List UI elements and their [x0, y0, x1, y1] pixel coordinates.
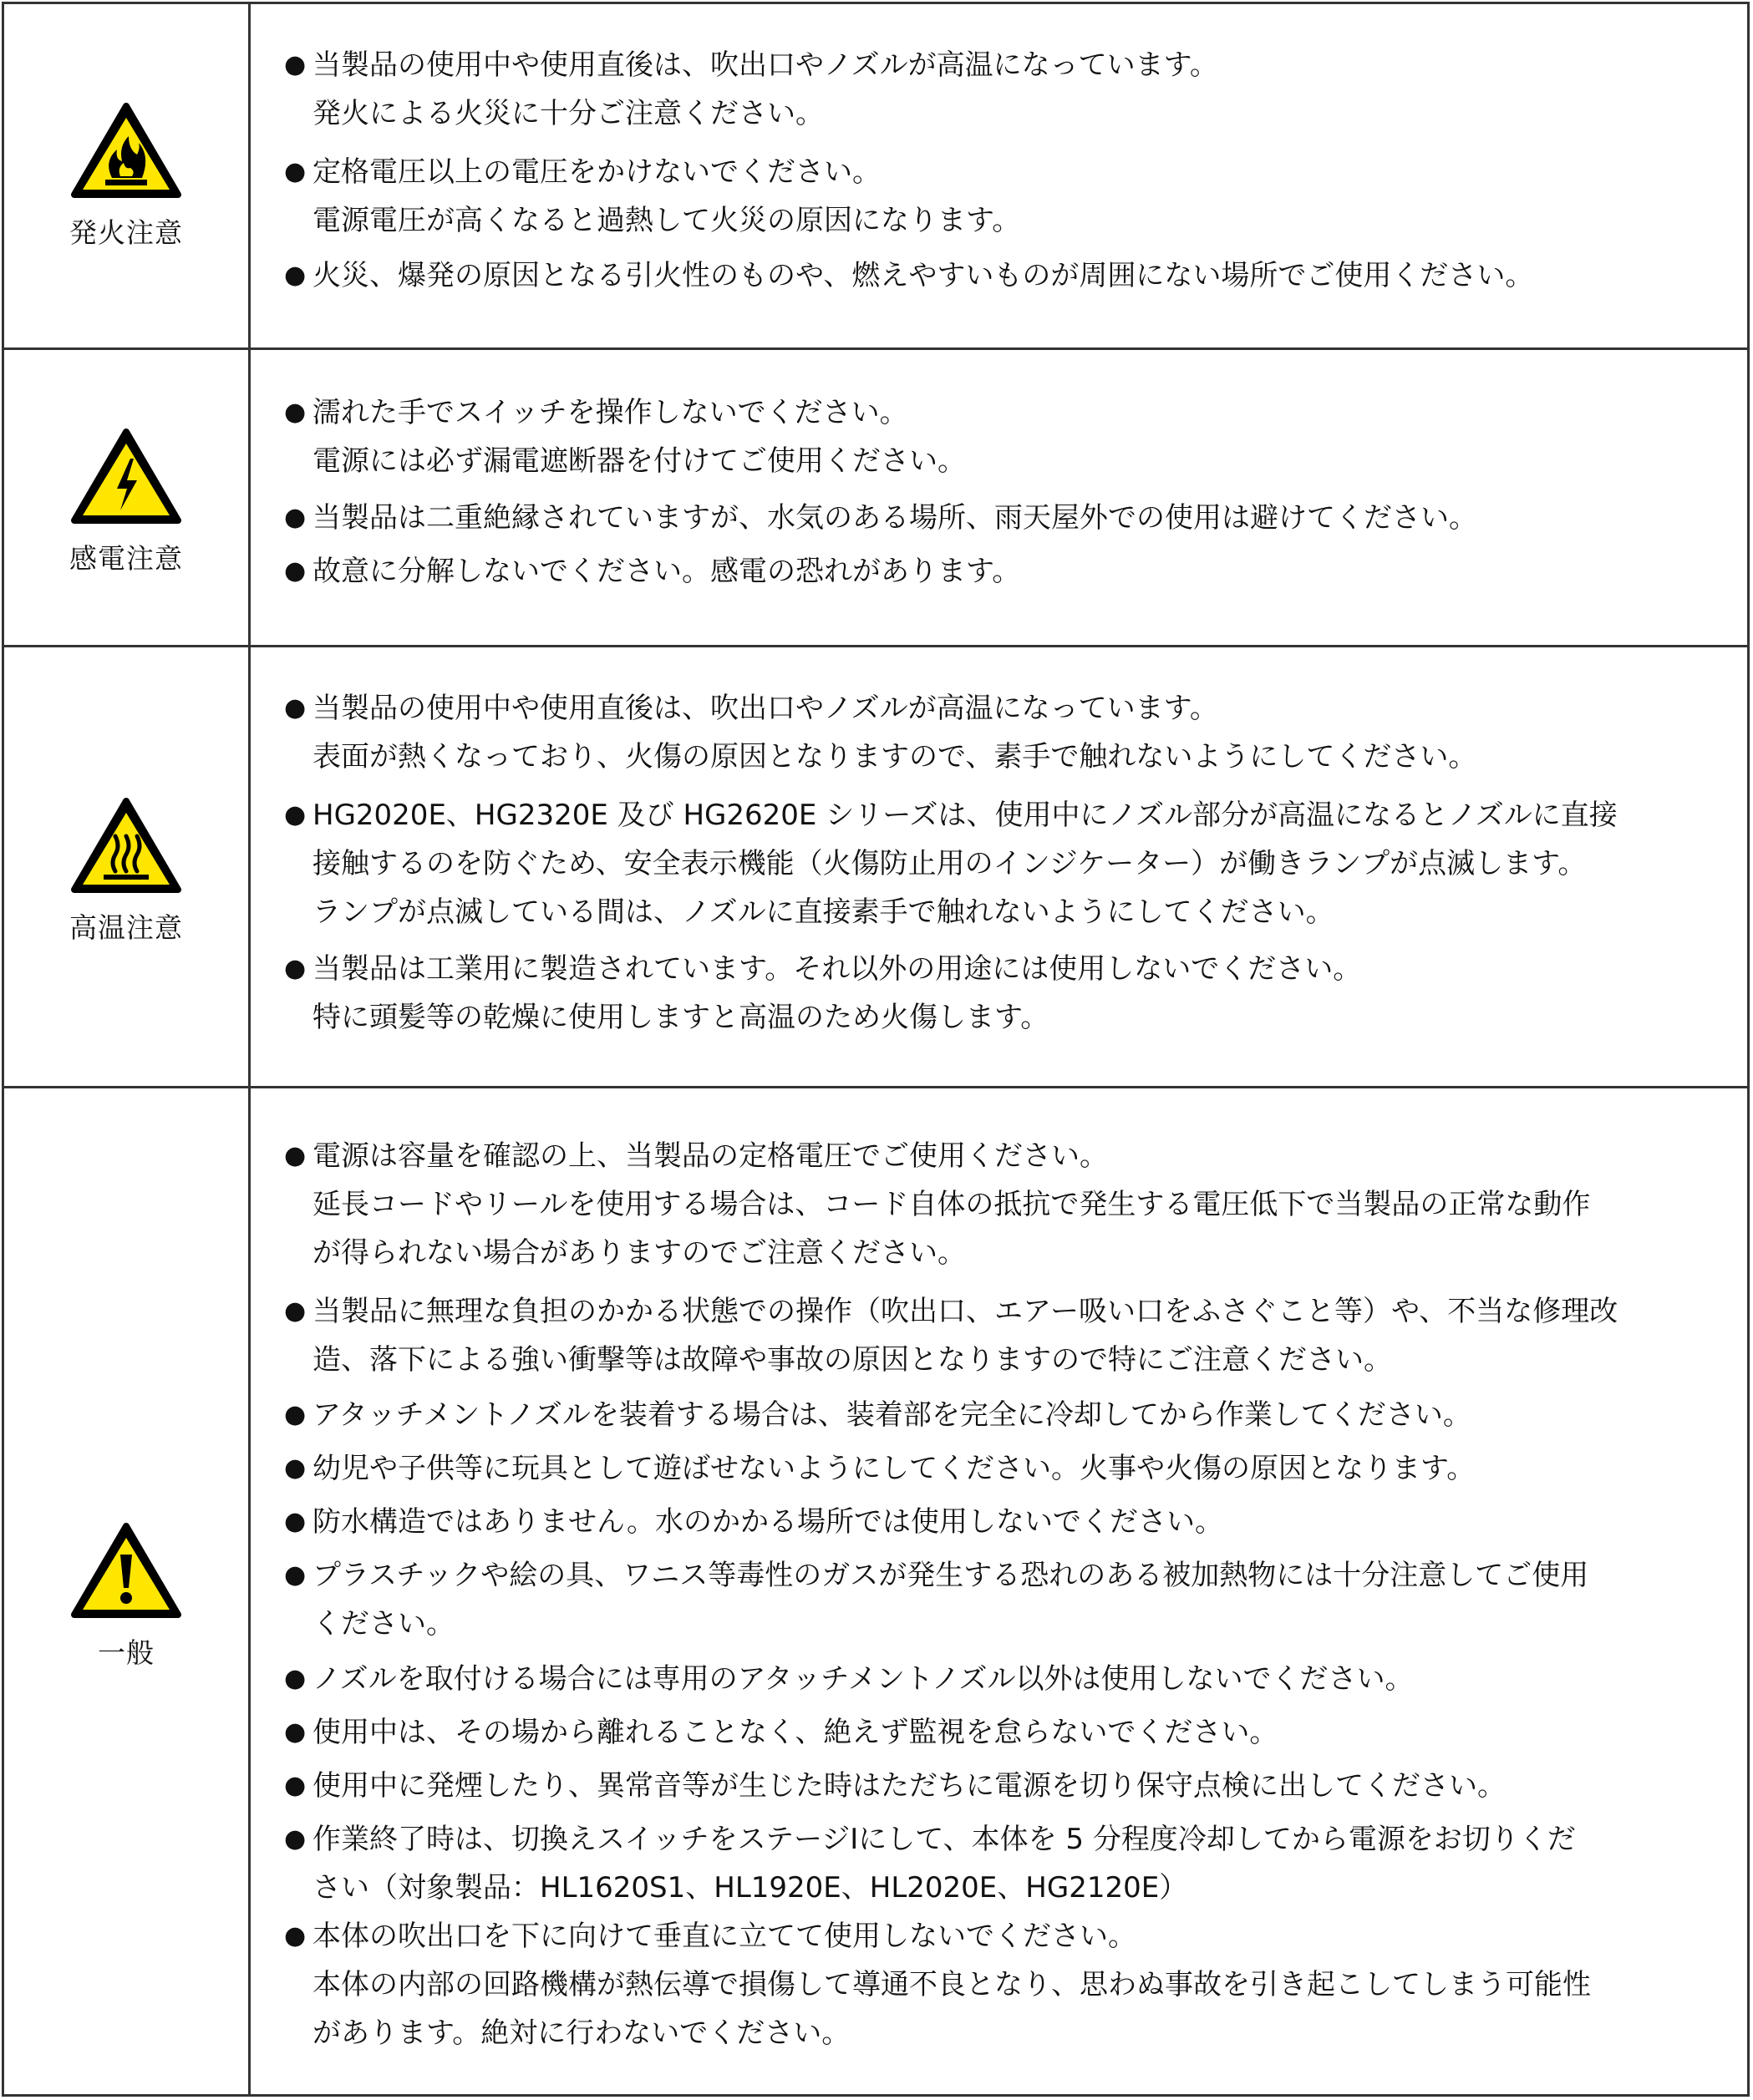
item-text: 特に頭髪等の乾燥に使用しますと高温のため火傷します。: [312, 1001, 1049, 1034]
bullet: ●: [284, 1141, 307, 1170]
list-item: [284, 1444, 1722, 1493]
section-hot: [4, 647, 1747, 1088]
section-general: [4, 1088, 1747, 2094]
bullet: ●: [284, 398, 307, 427]
list-item: [284, 1912, 1722, 2057]
general-warning-icon: [70, 1521, 182, 1620]
item-text: 当製品は二重絶縁されていますが、水気のある場所、雨天屋外での使用は避けてください。: [312, 501, 1477, 535]
item-text: 延長コードやリールを使用する場合は、コード自体の抵抗で発生する電圧低下で当製品の正常な動作: [312, 1188, 1591, 1221]
item-text: 作業終了時は、切換えスイッチをステージⅠにして、本体を 5 分程度冷却してから電源をお切りくだ: [312, 1823, 1576, 1856]
bullet: ●: [284, 1664, 307, 1693]
bullet: ●: [284, 50, 307, 79]
item-text: ください。: [312, 1607, 455, 1641]
electric-shock-warning-icon: [70, 427, 182, 525]
icon-cell: [4, 350, 251, 645]
item-text: 当製品の使用中や使用直後は、吹出口やノズルが高温になっています。: [312, 48, 1218, 82]
list-item: [284, 1391, 1722, 1439]
bullet: ●: [284, 1717, 307, 1747]
section-label: 感電注意: [69, 542, 183, 575]
bullet: ●: [284, 1560, 307, 1590]
bullet: ●: [284, 157, 307, 186]
item-text: 濡れた手でスイッチを操作しないでください。: [312, 396, 908, 429]
item-text: 電源電圧が高くなると過熱して火災の原因になります。: [312, 204, 1021, 237]
text-cell: [251, 647, 1747, 1086]
text-cell: [251, 4, 1747, 347]
item-text: 接触するのを防ぐため、安全表示機能（火傷防止用のインジケーター）が働きランプが点滅します。: [312, 847, 1587, 880]
item-text: アタッチメントノズルを装着する場合は、装着部を完全に冷却してから作業してください。: [312, 1398, 1471, 1432]
list-item: [284, 1815, 1722, 1912]
item-text: 当製品は工業用に製造されています。それ以外の用途には使用しないでください。: [312, 952, 1362, 986]
list-item: [284, 1708, 1722, 1757]
item-text: 発火による火災に十分ご注意ください。: [312, 97, 824, 130]
icon-cell: [4, 647, 251, 1086]
item-text: プラスチックや絵の具、ワニス等毒性のガスが発生する恐れのある被加熱物には十分注意してご使用: [312, 1559, 1589, 1592]
item-text: 本体の吹出口を下に向けて垂直に立てて使用しないでください。: [312, 1920, 1136, 1953]
item-text: ランプが点滅している間は、ノズルに直接素手で触れないようにしてください。: [312, 895, 1334, 929]
list-item: [284, 791, 1722, 936]
item-text: 本体の内部の回路機構が熱伝導で損傷して導通不良となり、思わぬ事故を引き起こしてしまう可能性: [312, 1968, 1591, 2001]
list-item: [284, 1287, 1722, 1384]
safety-table: [2, 2, 1750, 2097]
item-text: 火災、爆発の原因となる引火性のものや、燃えやすいものが周囲にない場所でご使用ください。: [312, 259, 1534, 292]
list-item: [284, 945, 1722, 1042]
list-item: [284, 684, 1722, 781]
list-item: [284, 1498, 1722, 1546]
bullet: ●: [284, 1400, 307, 1429]
bullet: ●: [284, 1921, 307, 1950]
item-text: があります。絶対に行わないでください。: [312, 2016, 851, 2050]
item-text: 定格電圧以上の電圧をかけないでください。: [312, 155, 881, 189]
bullet: ●: [284, 693, 307, 723]
bullet: ●: [284, 1771, 307, 1800]
list-item: [284, 1655, 1722, 1703]
list-item: [284, 1551, 1722, 1648]
bullet: ●: [284, 503, 307, 532]
item-text: 造、落下による強い衝撃等は故障や事故の原因となりますので特にご注意ください。: [312, 1343, 1392, 1377]
bullet: ●: [284, 954, 307, 983]
icon-cell: [4, 1088, 251, 2094]
section-electric: [4, 350, 1747, 647]
bullet: ●: [284, 556, 307, 586]
item-text: さい（対象製品：HL1620S1、HL1920E、HL2020E、HG2120E）: [312, 1871, 1188, 1905]
item-text: 幼児や子供等に玩具として遊ばせないようにしてください。火事や火傷の原因となります。: [312, 1452, 1476, 1485]
bullet: ●: [284, 1453, 307, 1483]
item-text: 故意に分解しないでください。感電の恐れがあります。: [312, 555, 1021, 588]
hot-surface-warning-icon: [70, 796, 182, 895]
item-text: 使用中に発煙したり、異常音等が生じた時はただちに電源を切り保守点検に出してください。: [312, 1769, 1506, 1803]
section-label: 高温注意: [69, 911, 183, 944]
section-label: 発火注意: [69, 216, 183, 249]
text-cell: [251, 1088, 1747, 2094]
icon-cell: [4, 4, 251, 347]
fire-warning-icon: [70, 101, 182, 200]
bullet: ●: [284, 1507, 307, 1536]
list-item: [284, 388, 1722, 485]
section-fire: [4, 4, 1747, 350]
item-text: 電源は容量を確認の上、当製品の定格電圧でご使用ください。: [312, 1139, 1108, 1173]
item-text: 電源には必ず漏電遮断器を付けてご使用ください。: [312, 444, 966, 478]
list-item: [284, 1132, 1722, 1277]
list-item: [284, 547, 1722, 596]
item-text: ノズルを取付ける場合には専用のアタッチメントノズル以外は使用しないでください。: [312, 1662, 1414, 1696]
item-text: 当製品の使用中や使用直後は、吹出口やノズルが高温になっています。: [312, 692, 1218, 725]
text-cell: [251, 350, 1747, 645]
list-item: [284, 41, 1722, 138]
item-text: 表面が熱くなっており、火傷の原因となりますので、素手で触れないようにしてください。: [312, 740, 1477, 774]
item-text: 防水構造ではありません。水のかかる場所では使用しないでください。: [312, 1505, 1224, 1539]
bullet: ●: [284, 800, 307, 829]
list-item: [284, 1762, 1722, 1810]
list-item: [284, 494, 1722, 542]
list-item: [284, 148, 1722, 245]
item-text: が得られない場合がありますのでご注意ください。: [312, 1236, 966, 1270]
item-text: 使用中は、その場から離れることなく、絶えず監視を怠らないでください。: [312, 1716, 1278, 1749]
item-text: 当製品に無理な負担のかかる状態での操作（吹出口、エアー吸い口をふさぐこと等）や、不当な修理改: [312, 1295, 1618, 1328]
bullet: ●: [284, 261, 307, 290]
item-text: HG2020E、HG2320E 及び HG2620E シリーズは、使用中にノズル部分が高温になるとノズルに直接: [312, 799, 1618, 832]
list-item: [284, 251, 1722, 300]
bullet: ●: [284, 1824, 307, 1854]
section-label: 一般: [98, 1636, 155, 1669]
bullet: ●: [284, 1296, 307, 1326]
